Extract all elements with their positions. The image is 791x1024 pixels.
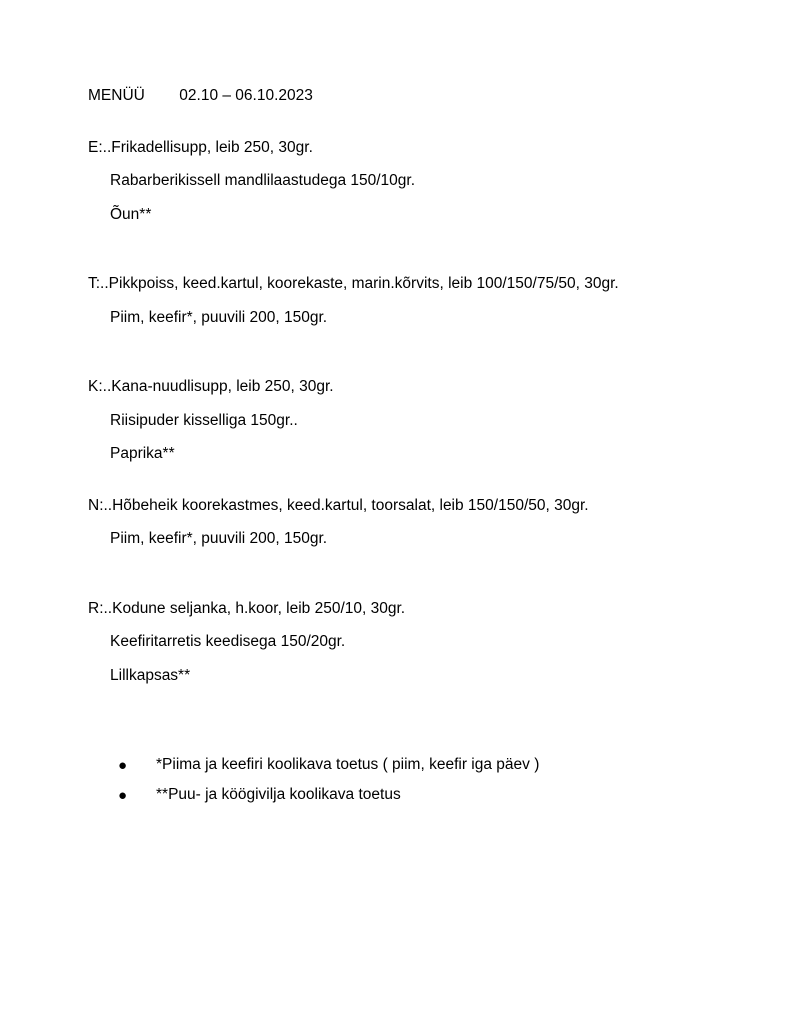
menu-line-dessert: Riisipuder kisselliga 150gr.. <box>110 411 298 429</box>
day-block-tuesday <box>88 276 713 325</box>
menu-line-extra: Lillkapsas** <box>110 666 191 684</box>
footnote-text: *Piima ja keefiri koolikava toetus ( piim, keefir iga päev ) <box>156 756 540 773</box>
menu-line-drink: Piim, keefir*, puuvili 200, 150gr. <box>110 308 328 326</box>
menu-line-extra: Õun** <box>110 205 152 223</box>
footnotes-list <box>88 757 713 802</box>
list-item <box>118 757 713 773</box>
day-block-thursday <box>88 498 713 547</box>
menu-line-main: T:..Pikkpoiss, keed.kartul, koorekaste, marin.kõrvits, leib 100/150/75/50, 30gr. <box>88 275 619 292</box>
day-block-wednesday <box>88 379 713 462</box>
menu-line-main: E:..Frikadellisupp, leib 250, 30gr. <box>88 138 313 156</box>
footnote-text: **Puu- ja köögivilja koolikava toetus <box>156 785 401 803</box>
menu-line-extra: Paprika** <box>110 445 175 462</box>
day-block-monday <box>88 140 713 223</box>
menu-line-drink: Piim, keefir*, puuvili 200, 150gr. <box>110 530 328 547</box>
menu-line-main: K:..Kana-nuudlisupp, leib 250, 30gr. <box>88 378 334 395</box>
menu-line-main: R:..Kodune seljanka, h.koor, leib 250/10, 30gr. <box>88 599 406 617</box>
day-block-friday <box>88 601 713 684</box>
bullet-icon: ● <box>118 757 128 774</box>
document-title: MENÜÜ 02.10 – 06.10.2023 <box>88 87 313 104</box>
list-item <box>118 787 713 803</box>
bullet-icon: ● <box>118 786 128 804</box>
menu-line-dessert: Keefiritarretis keedisega 150/20gr. <box>110 633 346 650</box>
menu-line-main: N:..Hõbeheik koorekastmes, keed.kartul, toorsalat, leib 150/150/50, 30gr. <box>88 496 589 514</box>
menu-line-dessert: Rabarberikissell mandlilaastudega 150/10gr. <box>110 172 416 189</box>
